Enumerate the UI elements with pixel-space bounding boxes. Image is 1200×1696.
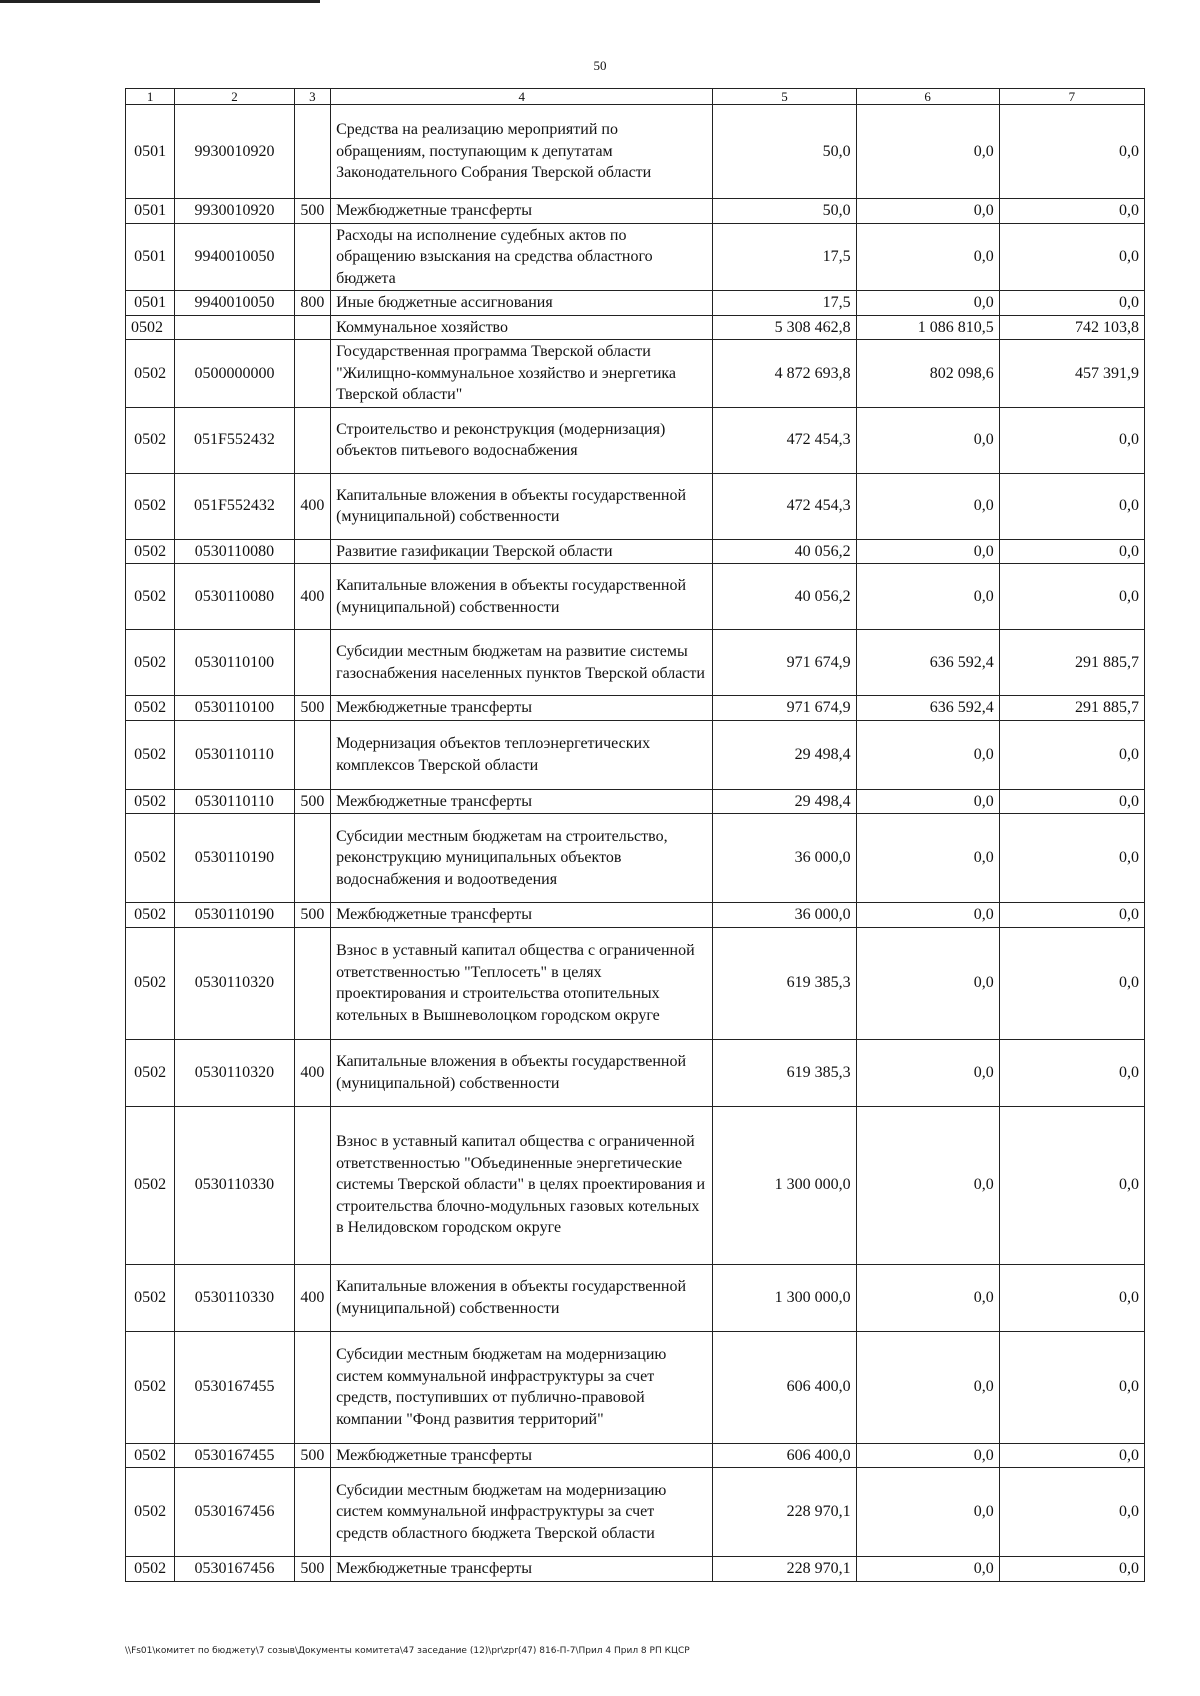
target-article-code: 0530110100 xyxy=(175,696,295,721)
amount-col5: 40 056,2 xyxy=(713,564,856,630)
amount-col7: 0,0 xyxy=(999,789,1144,814)
amount-col6: 0,0 xyxy=(856,927,999,1039)
amount-col6: 0,0 xyxy=(856,105,999,199)
amount-col5: 619 385,3 xyxy=(713,927,856,1039)
target-article-code: 9940010050 xyxy=(175,291,295,316)
target-article-code: 0530167456 xyxy=(175,1468,295,1557)
expense-type-code: 400 xyxy=(294,1264,330,1331)
section-code: 0502 xyxy=(126,927,175,1039)
expense-type-code xyxy=(294,340,330,408)
amount-col6: 0,0 xyxy=(856,1039,999,1106)
amount-col7: 0,0 xyxy=(999,223,1144,291)
expense-name: Межбюджетные трансферты xyxy=(331,199,713,224)
column-number-row xyxy=(126,89,1145,105)
table-row xyxy=(126,696,1145,721)
expense-type-code: 400 xyxy=(294,1039,330,1106)
expense-name: Межбюджетные трансферты xyxy=(331,1557,713,1582)
amount-col7: 0,0 xyxy=(999,720,1144,789)
amount-col6: 0,0 xyxy=(856,1106,999,1264)
section-code: 0502 xyxy=(126,407,175,473)
table-row xyxy=(126,473,1145,539)
table-row xyxy=(126,564,1145,630)
amount-col6: 0,0 xyxy=(856,789,999,814)
expense-name: Субсидии местным бюджетам на модернизацию систем коммунальной инфраструктуры за счет средств областного бюджета Тверской области xyxy=(331,1468,713,1557)
target-article-code: 0530110110 xyxy=(175,789,295,814)
expense-name: Межбюджетные трансферты xyxy=(331,696,713,721)
expense-type-code: 500 xyxy=(294,696,330,721)
amount-col6: 0,0 xyxy=(856,199,999,224)
amount-col7: 0,0 xyxy=(999,1443,1144,1468)
expense-type-code xyxy=(294,315,330,340)
amount-col7: 0,0 xyxy=(999,1468,1144,1557)
expense-name: Межбюджетные трансферты xyxy=(331,789,713,814)
expense-type-code: 500 xyxy=(294,1443,330,1468)
expense-name: Межбюджетные трансферты xyxy=(331,1443,713,1468)
target-article-code: 0530110320 xyxy=(175,1039,295,1106)
amount-col5: 50,0 xyxy=(713,105,856,199)
amount-col7: 0,0 xyxy=(999,539,1144,564)
amount-col5: 50,0 xyxy=(713,199,856,224)
expense-type-code xyxy=(294,105,330,199)
section-code: 0502 xyxy=(126,315,175,340)
expense-type-code xyxy=(294,1468,330,1557)
expense-type-code: 500 xyxy=(294,789,330,814)
expense-type-code xyxy=(294,630,330,696)
amount-col7: 0,0 xyxy=(999,903,1144,928)
target-article-code: 051F552432 xyxy=(175,407,295,473)
section-code: 0501 xyxy=(126,199,175,224)
target-article-code: 0530110320 xyxy=(175,927,295,1039)
amount-col6: 0,0 xyxy=(856,291,999,316)
section-code: 0502 xyxy=(126,1468,175,1557)
page-number: 50 xyxy=(593,58,607,73)
section-code: 0502 xyxy=(126,1557,175,1582)
expense-name: Капитальные вложения в объекты государственной (муниципальной) собственности xyxy=(331,1039,713,1106)
amount-col7: 0,0 xyxy=(999,105,1144,199)
amount-col5: 1 300 000,0 xyxy=(713,1264,856,1331)
table-row xyxy=(126,630,1145,696)
expense-name: Капитальные вложения в объекты государственной (муниципальной) собственности xyxy=(331,473,713,539)
table-row xyxy=(126,291,1145,316)
expense-type-code: 500 xyxy=(294,1557,330,1582)
table-row xyxy=(126,315,1145,340)
target-article-code: 0530110330 xyxy=(175,1264,295,1331)
target-article-code: 9940010050 xyxy=(175,223,295,291)
amount-col5: 29 498,4 xyxy=(713,789,856,814)
amount-col5: 606 400,0 xyxy=(713,1443,856,1468)
column-header: 6 xyxy=(856,89,999,105)
amount-col5: 17,5 xyxy=(713,223,856,291)
table-row xyxy=(126,720,1145,789)
target-article-code: 9930010920 xyxy=(175,199,295,224)
column-header: 1 xyxy=(126,89,175,105)
section-code: 0502 xyxy=(126,473,175,539)
table-row xyxy=(126,1106,1145,1264)
column-header: 3 xyxy=(294,89,330,105)
amount-col6: 0,0 xyxy=(856,564,999,630)
column-header: 4 xyxy=(331,89,713,105)
expense-type-code xyxy=(294,539,330,564)
top-edge-line xyxy=(0,0,320,3)
amount-col6: 0,0 xyxy=(856,1443,999,1468)
amount-col5: 36 000,0 xyxy=(713,814,856,903)
section-code: 0502 xyxy=(126,340,175,408)
amount-col5: 36 000,0 xyxy=(713,903,856,928)
section-code: 0502 xyxy=(126,1331,175,1443)
target-article-code: 0530110080 xyxy=(175,539,295,564)
section-code: 0502 xyxy=(126,903,175,928)
column-header: 2 xyxy=(175,89,295,105)
target-article-code: 0530110100 xyxy=(175,630,295,696)
expense-name: Развитие газификации Тверской области xyxy=(331,539,713,564)
target-article-code: 0530110190 xyxy=(175,903,295,928)
table-row xyxy=(126,199,1145,224)
amount-col7: 0,0 xyxy=(999,1264,1144,1331)
amount-col6: 0,0 xyxy=(856,223,999,291)
section-code: 0502 xyxy=(126,1264,175,1331)
amount-col5: 4 872 693,8 xyxy=(713,340,856,408)
table-row xyxy=(126,1443,1145,1468)
amount-col6: 636 592,4 xyxy=(856,696,999,721)
table-row xyxy=(126,789,1145,814)
amount-col5: 5 308 462,8 xyxy=(713,315,856,340)
amount-col7: 0,0 xyxy=(999,1039,1144,1106)
expense-type-code: 400 xyxy=(294,564,330,630)
amount-col6: 0,0 xyxy=(856,539,999,564)
expense-name: Капитальные вложения в объекты государственной (муниципальной) собственности xyxy=(331,1264,713,1331)
table-row xyxy=(126,814,1145,903)
expense-name: Расходы на исполнение судебных актов по обращению взыскания на средства областного бюджета xyxy=(331,223,713,291)
expense-type-code xyxy=(294,1106,330,1264)
amount-col5: 228 970,1 xyxy=(713,1468,856,1557)
table-row xyxy=(126,1264,1145,1331)
expense-name: Субсидии местным бюджетам на модернизацию систем коммунальной инфраструктуры за счет средств, поступивших от публично-правовой компании "Фонд развития территорий" xyxy=(331,1331,713,1443)
section-code: 0502 xyxy=(126,539,175,564)
amount-col7: 0,0 xyxy=(999,291,1144,316)
section-code: 0502 xyxy=(126,814,175,903)
expense-name: Взнос в уставный капитал общества с ограниченной ответственностью "Теплосеть" в целях проектирования и строительства отопительных котельных в Вышневолоцком городском округе xyxy=(331,927,713,1039)
table-row xyxy=(126,539,1145,564)
section-code: 0502 xyxy=(126,720,175,789)
expense-name: Субсидии местным бюджетам на строительство, реконструкцию муниципальных объектов водоснабжения и водоотведения xyxy=(331,814,713,903)
amount-col7: 0,0 xyxy=(999,407,1144,473)
amount-col7: 0,0 xyxy=(999,564,1144,630)
expense-name: Модернизация объектов теплоэнергетических комплексов Тверской области xyxy=(331,720,713,789)
expense-type-code: 500 xyxy=(294,199,330,224)
amount-col6: 1 086 810,5 xyxy=(856,315,999,340)
amount-col6: 0,0 xyxy=(856,903,999,928)
column-header: 5 xyxy=(713,89,856,105)
amount-col5: 29 498,4 xyxy=(713,720,856,789)
amount-col5: 472 454,3 xyxy=(713,473,856,539)
expense-type-code xyxy=(294,814,330,903)
expense-name: Капитальные вложения в объекты государственной (муниципальной) собственности xyxy=(331,564,713,630)
expense-type-code xyxy=(294,1331,330,1443)
target-article-code: 0530110190 xyxy=(175,814,295,903)
amount-col7: 457 391,9 xyxy=(999,340,1144,408)
amount-col6: 0,0 xyxy=(856,1557,999,1582)
table-row xyxy=(126,340,1145,408)
expense-type-code: 500 xyxy=(294,903,330,928)
amount-col5: 472 454,3 xyxy=(713,407,856,473)
amount-col7: 0,0 xyxy=(999,814,1144,903)
column-header: 7 xyxy=(999,89,1144,105)
amount-col6: 0,0 xyxy=(856,1468,999,1557)
amount-col7: 742 103,8 xyxy=(999,315,1144,340)
amount-col5: 1 300 000,0 xyxy=(713,1106,856,1264)
section-code: 0502 xyxy=(126,1106,175,1264)
expense-name: Взнос в уставный капитал общества с ограниченной ответственностью "Объединенные энергетические системы Тверской области" в целях проектирования и строительства блочно-модульных газовых котельных в Нелидовском городском округе xyxy=(331,1106,713,1264)
amount-col6: 636 592,4 xyxy=(856,630,999,696)
amount-col6: 0,0 xyxy=(856,814,999,903)
table-row xyxy=(126,223,1145,291)
amount-col7: 0,0 xyxy=(999,1106,1144,1264)
target-article-code: 0530167455 xyxy=(175,1331,295,1443)
target-article-code: 0530110330 xyxy=(175,1106,295,1264)
expense-name: Средства на реализацию мероприятий по обращениям, поступающим к депутатам Законодательного Собрания Тверской области xyxy=(331,105,713,199)
amount-col7: 0,0 xyxy=(999,199,1144,224)
expense-type-code xyxy=(294,720,330,789)
file-path-footer: \\Fs01\комитет по бюджету\7 созыв\Документы комитета\47 заседание (12)\pr\zpr(47) 816-П-7\Прил 4 Прил 8 РП КЦСР xyxy=(125,1646,690,1656)
amount-col5: 228 970,1 xyxy=(713,1557,856,1582)
table-row xyxy=(126,903,1145,928)
amount-col6: 0,0 xyxy=(856,1331,999,1443)
expense-name: Коммунальное хозяйство xyxy=(331,315,713,340)
amount-col7: 0,0 xyxy=(999,927,1144,1039)
section-code: 0501 xyxy=(126,105,175,199)
amount-col5: 619 385,3 xyxy=(713,1039,856,1106)
expense-name: Иные бюджетные ассигнования xyxy=(331,291,713,316)
target-article-code: 9930010920 xyxy=(175,105,295,199)
amount-col6: 0,0 xyxy=(856,407,999,473)
amount-col7: 0,0 xyxy=(999,1331,1144,1443)
section-code: 0502 xyxy=(126,630,175,696)
expense-type-code: 400 xyxy=(294,473,330,539)
table-row xyxy=(126,1331,1145,1443)
amount-col7: 0,0 xyxy=(999,1557,1144,1582)
amount-col7: 0,0 xyxy=(999,473,1144,539)
amount-col6: 0,0 xyxy=(856,473,999,539)
expense-type-code: 800 xyxy=(294,291,330,316)
target-article-code: 0530110080 xyxy=(175,564,295,630)
section-code: 0502 xyxy=(126,696,175,721)
expense-name: Государственная программа Тверской области "Жилищно-коммунальное хозяйство и энергетика Тверской области" xyxy=(331,340,713,408)
target-article-code: 0500000000 xyxy=(175,340,295,408)
amount-col7: 291 885,7 xyxy=(999,696,1144,721)
table-row xyxy=(126,1039,1145,1106)
target-article-code: 0530167455 xyxy=(175,1443,295,1468)
table-row xyxy=(126,105,1145,199)
amount-col5: 40 056,2 xyxy=(713,539,856,564)
target-article-code: 0530110110 xyxy=(175,720,295,789)
table-row xyxy=(126,1557,1145,1582)
expense-type-code xyxy=(294,407,330,473)
amount-col5: 971 674,9 xyxy=(713,630,856,696)
section-code: 0502 xyxy=(126,789,175,814)
section-code: 0501 xyxy=(126,223,175,291)
section-code: 0502 xyxy=(126,1443,175,1468)
expense-name: Строительство и реконструкция (модернизация) объектов питьевого водоснабжения xyxy=(331,407,713,473)
table-row xyxy=(126,407,1145,473)
target-article-code xyxy=(175,315,295,340)
section-code: 0501 xyxy=(126,291,175,316)
target-article-code: 0530167456 xyxy=(175,1557,295,1582)
section-code: 0502 xyxy=(126,564,175,630)
section-code: 0502 xyxy=(126,1039,175,1106)
expense-name: Межбюджетные трансферты xyxy=(331,903,713,928)
amount-col7: 291 885,7 xyxy=(999,630,1144,696)
table-row xyxy=(126,927,1145,1039)
target-article-code: 051F552432 xyxy=(175,473,295,539)
budget-table xyxy=(125,88,1145,1582)
amount-col6: 0,0 xyxy=(856,720,999,789)
amount-col5: 606 400,0 xyxy=(713,1331,856,1443)
amount-col5: 17,5 xyxy=(713,291,856,316)
amount-col5: 971 674,9 xyxy=(713,696,856,721)
expense-type-code xyxy=(294,927,330,1039)
expense-type-code xyxy=(294,223,330,291)
table-row xyxy=(126,1468,1145,1557)
amount-col6: 0,0 xyxy=(856,1264,999,1331)
amount-col6: 802 098,6 xyxy=(856,340,999,408)
expense-name: Субсидии местным бюджетам на развитие системы газоснабжения населенных пунктов Тверской области xyxy=(331,630,713,696)
